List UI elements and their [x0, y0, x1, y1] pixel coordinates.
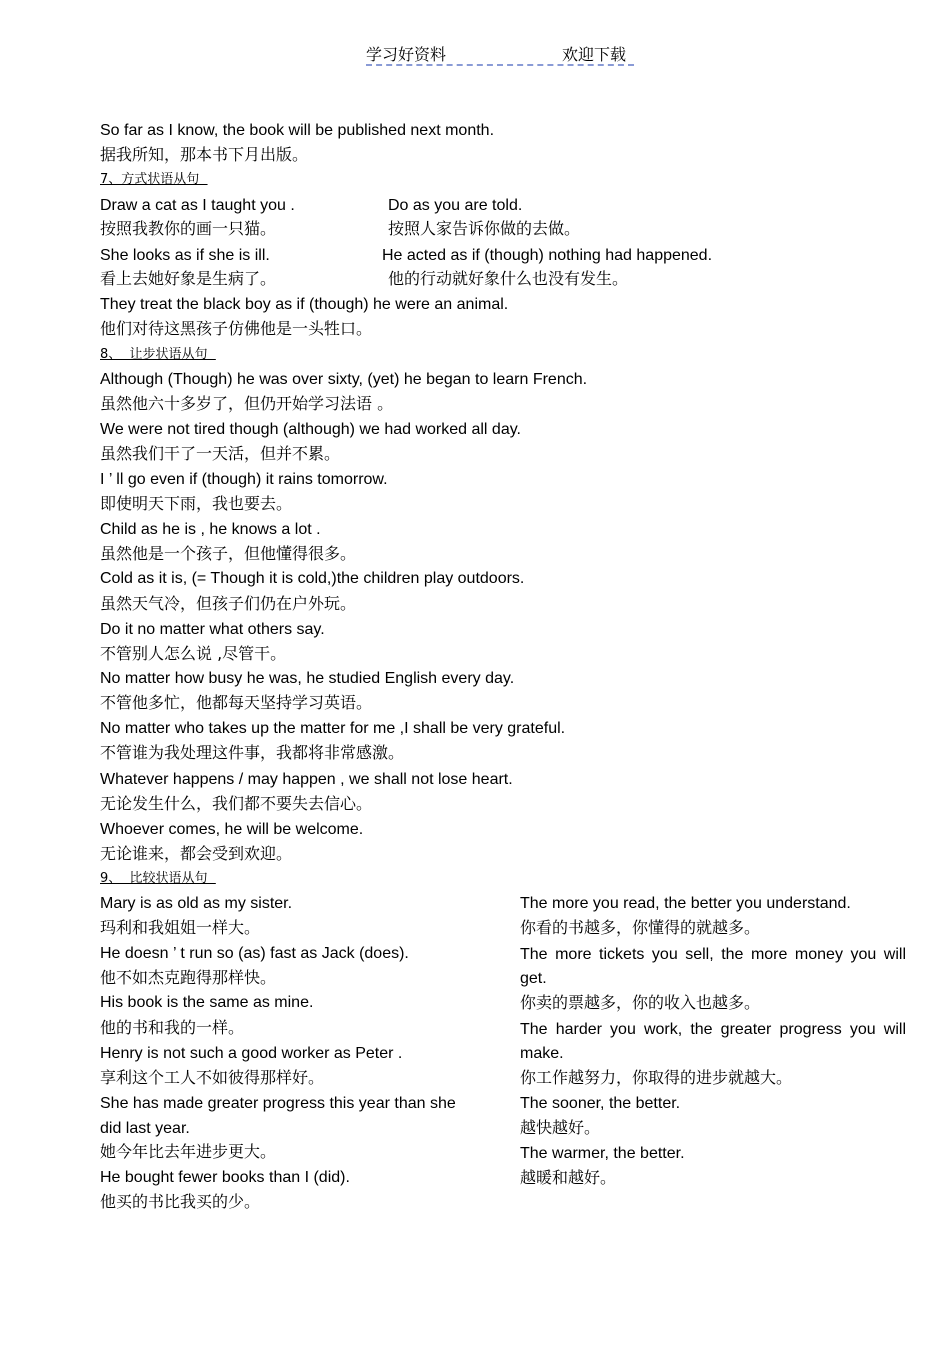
s9-right-en: The more tickets you sell, the more money you will get. [520, 946, 906, 987]
intro-en: So far as I know, the book will be published next month. [100, 122, 495, 139]
s7-row1-en2: Do as you are told. [388, 197, 523, 214]
s9-left-zh: 享利这个工人不如彼得那样好。 [100, 1068, 325, 1087]
s8-item-zh: 虽然天气冷，但孩子们仍在户外玩。 [100, 594, 357, 613]
s8-item-en: Do it no matter what others say. [100, 621, 325, 638]
s8-item-en: Cold as it is, (= Though it is cold,)the children play outdoors. [100, 570, 525, 587]
s7-row2-en2: He acted as if (though) nothing had happened. [382, 247, 713, 264]
s8-item-zh: 虽然他六十多岁了，但仍开始学习法语 。 [100, 394, 394, 413]
s9-left-en-line1: She has made greater progress this year than she [100, 1095, 456, 1112]
s9-left-en: Mary is as old as my sister. [100, 895, 293, 912]
header-right: 欢迎下载 [562, 45, 627, 64]
s8-item-zh: 不管别人怎么说 ,尽管干。 [100, 644, 287, 663]
header-left: 学习好资料 [366, 45, 447, 64]
s8-item-en: No matter who takes up the matter for me ,I shall be very grateful. [100, 720, 566, 737]
s9-right-item [520, 943, 906, 1015]
s9-right-item [520, 1092, 906, 1140]
s8-item-zh: 无论谁来，都会受到欢迎。 [100, 844, 293, 863]
s9-left-zh: 他买的书比我买的少。 [100, 1192, 261, 1211]
s8-item-en: Although (Though) he was over sixty, (yet) he began to learn French. [100, 371, 588, 388]
s7-row2-zh1: 看上去她好象是生病了。 [100, 269, 277, 288]
section8-title: 8、 让步状语从句 [100, 347, 216, 362]
section9-title: 9、 比较状语从句 [100, 871, 216, 886]
s9-right-zh: 你卖的票越多，你的收入也越多。 [520, 993, 761, 1012]
s9-left-zh: 他的书和我的一样。 [100, 1018, 245, 1037]
s9-left-zh: 玛利和我姐姐一样大。 [100, 918, 261, 937]
s8-item-en: Whatever happens / may happen , we shall not lose heart. [100, 771, 513, 788]
s9-right-zh: 越快越好。 [520, 1118, 601, 1137]
s9-right-en: The sooner, the better. [520, 1095, 681, 1112]
s8-item-zh: 虽然他是一个孩子，但他懂得很多。 [100, 544, 357, 563]
s8-item-zh: 无论发生什么，我们都不要失去信心。 [100, 794, 373, 813]
s9-left-zh: 她今年比去年进步更大。 [100, 1142, 277, 1161]
s8-item-zh: 不管谁为我处理这件事，我都将非常感激。 [100, 743, 405, 762]
page-header [366, 42, 634, 66]
s9-left-en-line2: did last year. [100, 1120, 190, 1137]
s7-single-zh: 他们对待这黑孩子仿佛他是一头牲口。 [100, 319, 373, 338]
s9-left-en: He doesn ’ t run so (as) fast as Jack (does). [100, 945, 409, 962]
s7-single-en: They treat the black boy as if (though) he were an animal. [100, 296, 509, 313]
s8-item-en: No matter how busy he was, he studied English every day. [100, 670, 515, 687]
s8-item-en: Child as he is , he knows a lot . [100, 521, 321, 538]
s9-left-zh: 他不如杰克跑得那样快。 [100, 968, 277, 987]
section7-title: 7、方式状语从句 [100, 172, 208, 187]
s9-right-en: The warmer, the better. [520, 1145, 685, 1162]
s9-right-item [520, 892, 906, 940]
s7-row1-en1: Draw a cat as I taught you . [100, 197, 295, 214]
s8-item-zh: 不管他多忙，他都每天坚持学习英语。 [100, 693, 373, 712]
s7-row2-en1: She looks as if she is ill. [100, 247, 270, 264]
s9-right-item [520, 1142, 906, 1190]
s9-right-zh: 你工作越努力，你取得的进步就越大。 [520, 1068, 793, 1087]
s7-row1-zh2: 按照人家告诉你做的去做。 [388, 219, 581, 238]
s9-right-en: The more you read, the better you understand. [520, 895, 851, 912]
s8-item-zh: 虽然我们干了一天活，但并不累。 [100, 444, 341, 463]
s8-item-en: We were not tired though (although) we had worked all day. [100, 421, 521, 438]
s9-left-en: Henry is not such a good worker as Peter . [100, 1045, 403, 1062]
s9-right-item [520, 1018, 906, 1090]
s9-right-zh: 越暖和越好。 [520, 1168, 617, 1187]
s7-row2-zh2: 他的行动就好象什么也没有发生。 [388, 269, 629, 288]
s8-item-en: Whoever comes, he will be welcome. [100, 821, 364, 838]
s9-right-en: The harder you work, the greater progress you will make. [520, 1021, 906, 1062]
intro-zh: 据我所知，那本书下月出版。 [100, 145, 309, 164]
s8-item-en: I ’ ll go even if (though) it rains tomorrow. [100, 471, 388, 488]
s9-right-zh: 你看的书越多，你懂得的就越多。 [520, 918, 761, 937]
s9-left-en: His book is the same as mine. [100, 994, 314, 1011]
s8-item-zh: 即使明天下雨，我也要去。 [100, 494, 293, 513]
s7-row1-zh1: 按照我教你的画一只猫。 [100, 219, 277, 238]
s9-left-en: He bought fewer books than I (did). [100, 1169, 350, 1186]
